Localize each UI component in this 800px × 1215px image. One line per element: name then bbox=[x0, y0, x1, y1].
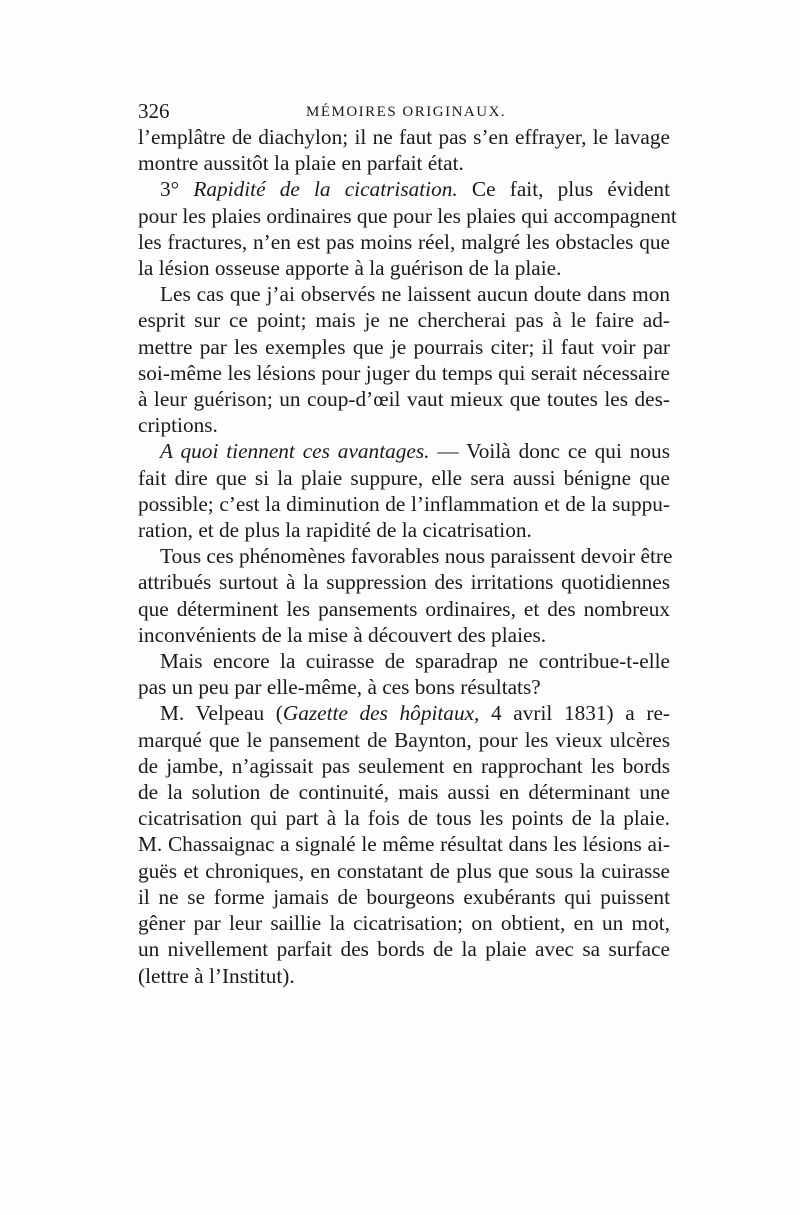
paragraph-rapidite bbox=[138, 176, 677, 281]
text-line: criptions. bbox=[138, 413, 218, 438]
text-line bbox=[138, 438, 670, 464]
text-line: marqué que le pansement de Baynton, pour les vieux ulcères bbox=[138, 727, 670, 752]
text-line: à leur guérison; un coup-d’œil vaut mieux que toutes les des- bbox=[138, 387, 670, 412]
page-number: 326 bbox=[138, 99, 170, 123]
text-line: l’emplâtre de diachylon; il ne faut pas s’en effrayer, le lavage bbox=[138, 125, 670, 149]
text-line: ration, et de plus la rapidité de la cicatrisation. bbox=[138, 518, 532, 543]
paragraph-avantages bbox=[138, 438, 670, 543]
text-line: pour les plaies ordinaires que pour les plaies qui accompagnent bbox=[138, 203, 677, 228]
paragraph-les-cas bbox=[138, 281, 670, 438]
text-line: mettre par les exemples que je pourrais citer; il faut voir par bbox=[138, 334, 670, 359]
text-fragment: — Voilà donc ce qui nous bbox=[429, 439, 670, 464]
text-line: fait dire que si la plaie suppure, elle sera aussi bénigne que bbox=[138, 465, 670, 490]
text-line: Mais encore la cuirasse de sparadrap ne contribue-t-elle bbox=[160, 649, 670, 674]
text-line: M. Chassaignac a signalé le même résultat dans les lésions ai- bbox=[138, 832, 670, 857]
page-text-block bbox=[138, 98, 677, 989]
text-line: de jambe, n’agissait pas seulement en rapprochant les bords bbox=[138, 753, 670, 778]
text-line: que déterminent les pansements ordinaires, et des nombreux bbox=[138, 596, 670, 621]
section-number: 3° bbox=[160, 177, 194, 202]
paragraph-continuation bbox=[138, 124, 670, 176]
page-header bbox=[138, 98, 670, 124]
text-line: la lésion osseuse apporte à la guérison de la plaie. bbox=[138, 256, 562, 281]
text-line: gêner par leur saillie la cicatrisation; on obtient, en un mot, bbox=[138, 911, 670, 936]
text-line: soi-même les lésions pour juger du temps qui serait nécessaire bbox=[138, 360, 670, 385]
text-fragment: 4 avril 1831) a re- bbox=[479, 701, 670, 726]
text-line: montre aussitôt la plaie en parfait état. bbox=[138, 151, 464, 176]
text-line: Tous ces phénomènes favorables nous paraissent devoir être bbox=[160, 544, 673, 569]
text-line: les fractures, n’en est pas moins réel, malgré les obstacles que bbox=[138, 229, 670, 254]
text-line: cicatrisation qui part à la fois de tous les points de la plaie. bbox=[138, 806, 670, 831]
paragraph-phenomenes bbox=[138, 543, 673, 648]
paragraph-cuirasse bbox=[138, 648, 670, 700]
text-line: pas un peu par elle-même, à ces bons résultats? bbox=[138, 675, 541, 700]
paragraph-velpeau bbox=[138, 700, 670, 988]
running-head: MÉMOIRES ORIGINAUX. bbox=[306, 104, 507, 120]
text-line: possible; c’est la diminution de l’inflammation et de la suppu- bbox=[138, 491, 670, 516]
text-line: guës et chroniques, en constatant de plus que sous la cuirasse bbox=[138, 858, 670, 883]
text-line bbox=[138, 176, 670, 202]
citation-title: Gazette des hôpitaux, bbox=[282, 701, 480, 726]
section-heading: Rapidité de la cicatrisation. bbox=[193, 177, 458, 202]
text-line bbox=[138, 700, 670, 726]
text-fragment: Ce fait, plus évident bbox=[457, 177, 670, 202]
text-line: de la solution de continuité, mais aussi en déterminant une bbox=[138, 780, 670, 805]
text-line: esprit sur ce point; mais je ne chercherai pas à le faire ad- bbox=[138, 308, 670, 333]
text-line: (lettre à l’Institut). bbox=[138, 963, 295, 988]
text-line: un nivellement parfait des bords de la plaie avec sa surface bbox=[138, 937, 670, 962]
text-line: attribués surtout à la suppression des irritations quotidiennes bbox=[138, 570, 670, 595]
text-line: inconvénients de la mise à découvert des plaies. bbox=[138, 622, 547, 647]
text-fragment: M. Velpeau ( bbox=[160, 701, 283, 726]
text-line: il ne se forme jamais de bourgeons exubérants qui puissent bbox=[138, 884, 670, 909]
section-heading: A quoi tiennent ces avantages. bbox=[160, 439, 430, 464]
text-line: Les cas que j’ai observés ne laissent aucun doute dans mon bbox=[160, 282, 670, 307]
